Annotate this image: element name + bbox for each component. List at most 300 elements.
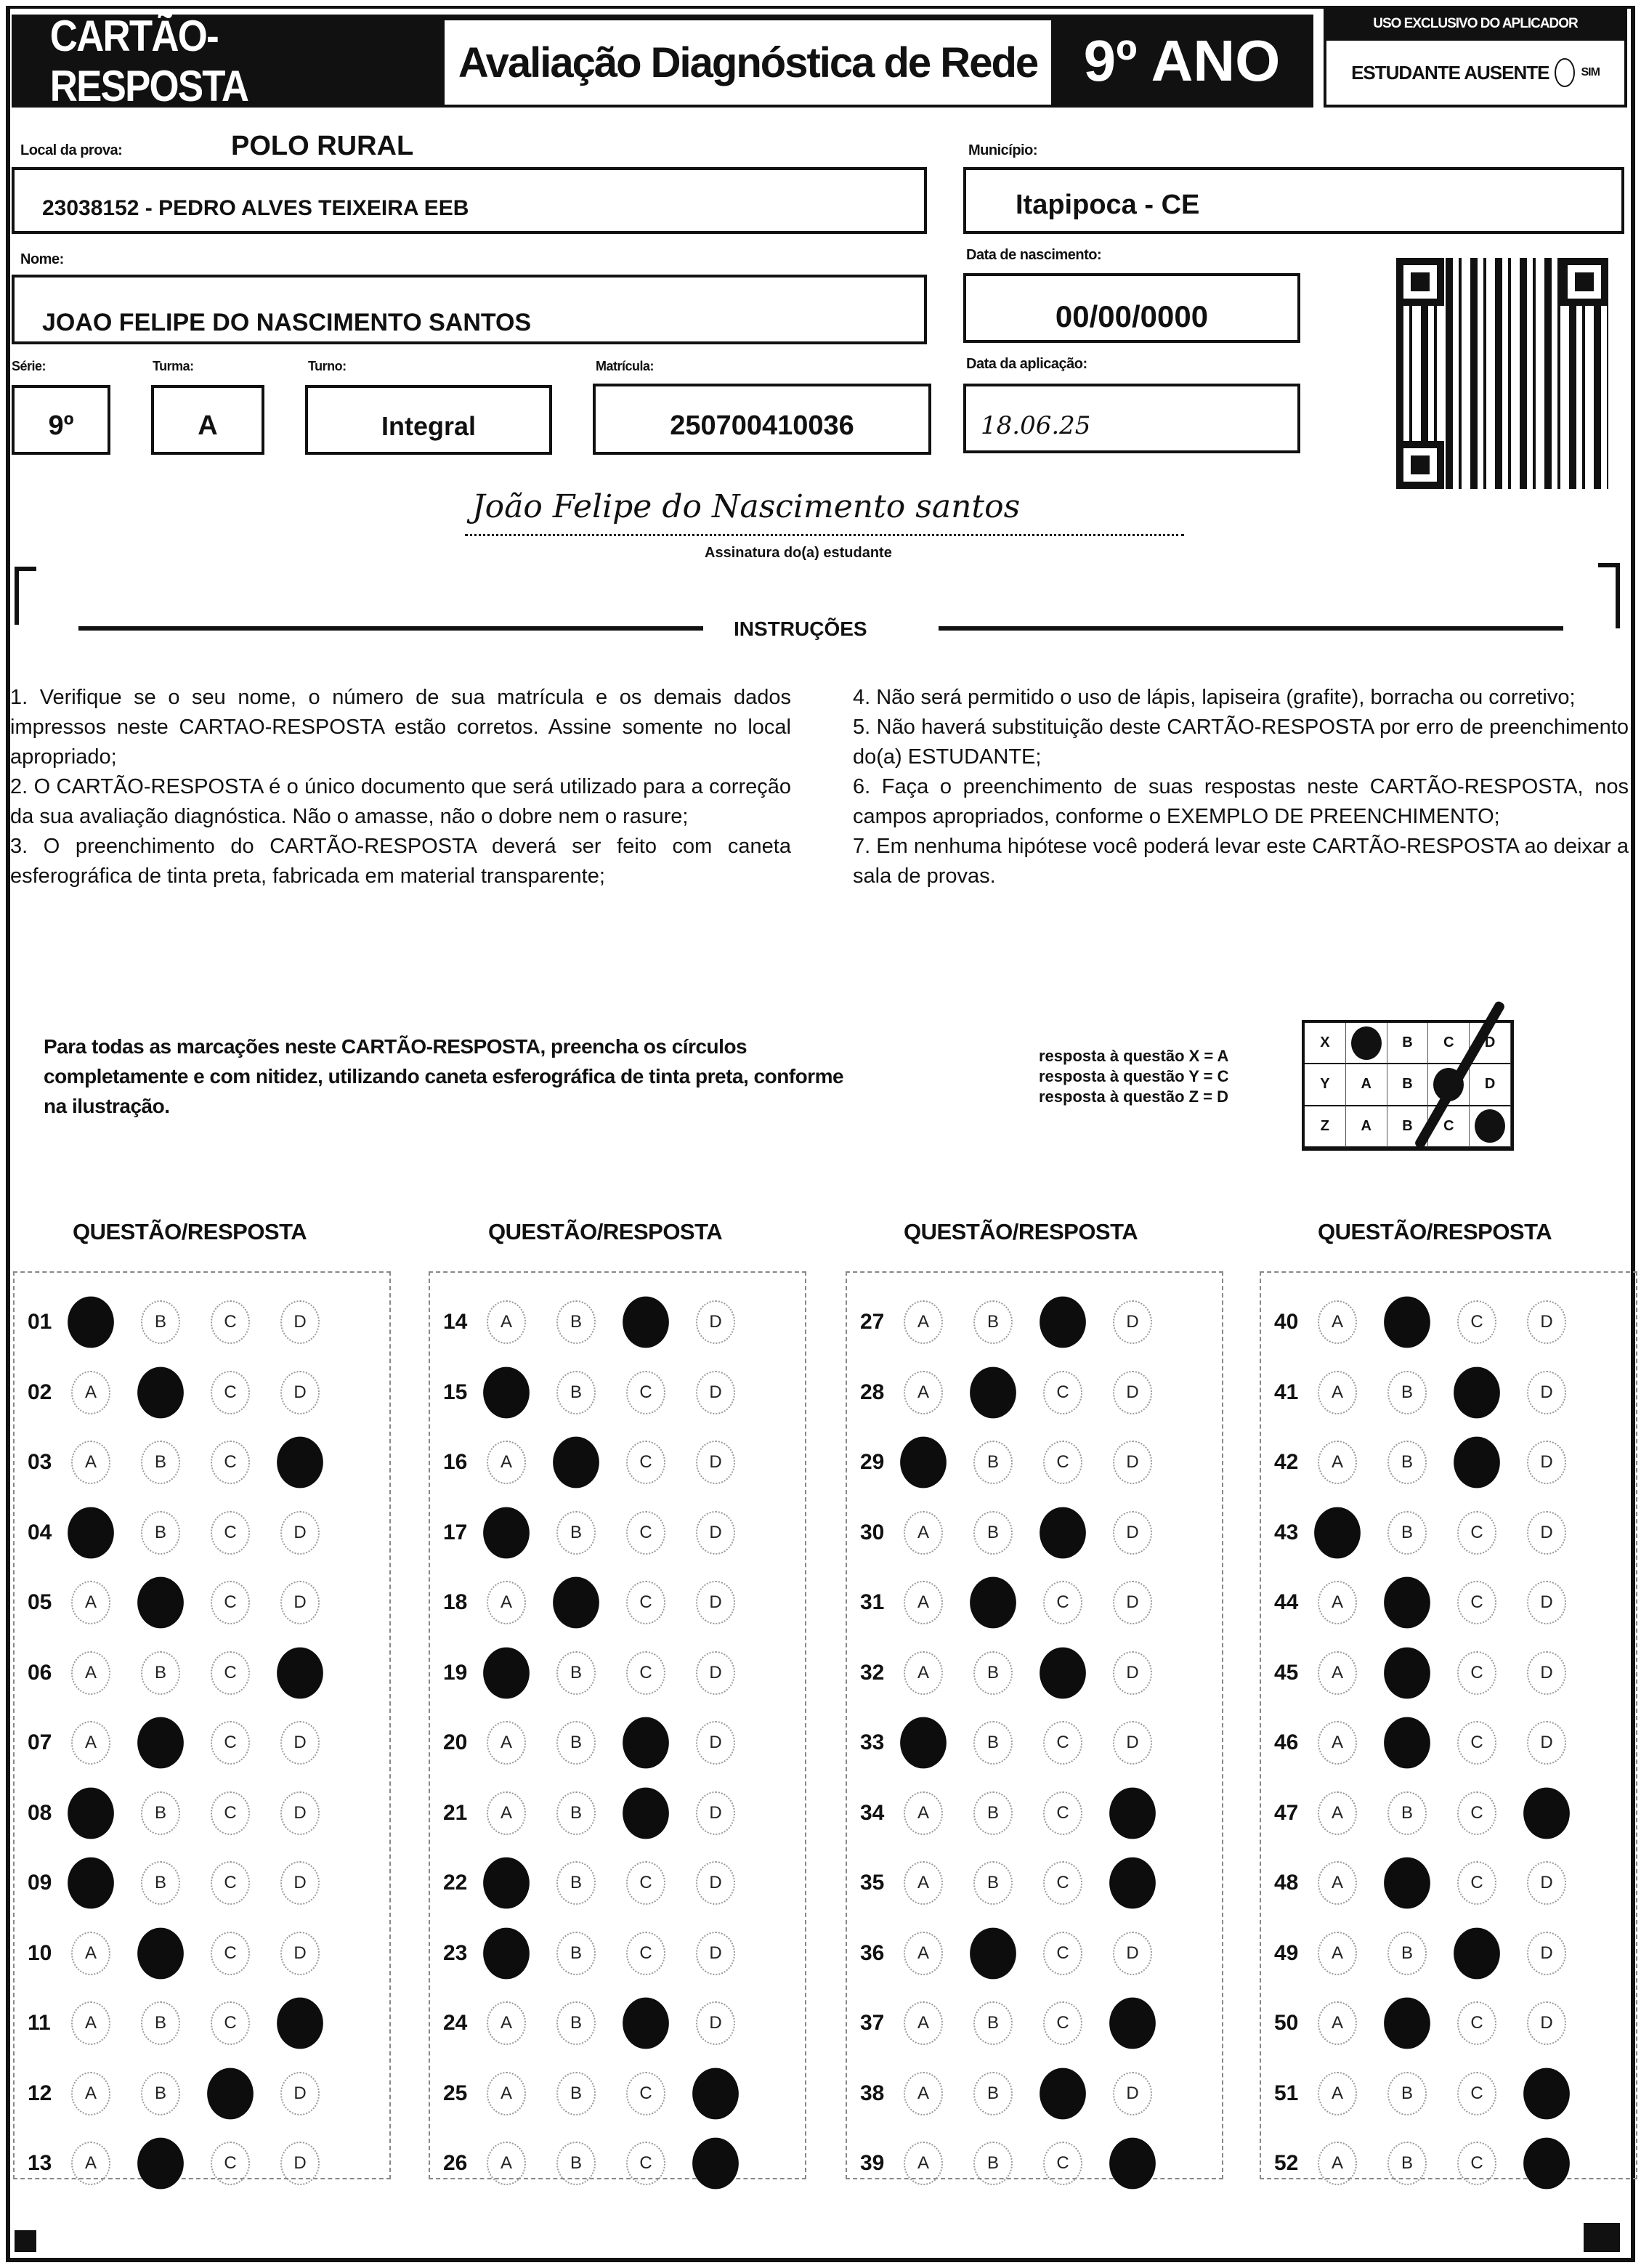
answer-bubble-b[interactable] (970, 1927, 1016, 1979)
answer-bubble-a[interactable] (483, 1366, 530, 1418)
serie-label: Série: (12, 359, 46, 373)
answer-bubble-d[interactable]: D (1527, 1371, 1566, 1414)
answer-bubble-d[interactable]: D (1527, 1511, 1566, 1555)
answer-bubble-b[interactable] (137, 1927, 184, 1979)
answer-bubble-b[interactable]: B (1387, 1511, 1427, 1555)
answer-bubble-d[interactable]: D (696, 1932, 735, 1975)
answer-bubble-a[interactable] (68, 1297, 114, 1348)
answer-bubble-d[interactable]: D (1527, 1721, 1566, 1765)
answer-bubble-c[interactable] (623, 1787, 669, 1839)
answer-bubble-d[interactable]: D (696, 1861, 735, 1905)
question-number: 23 (443, 1940, 468, 1965)
answer-bubble-c[interactable]: C (1043, 2142, 1082, 2185)
question-number: 06 (28, 1660, 52, 1685)
question-row (846, 1861, 1183, 1905)
answer-bubble-a[interactable]: A (71, 1581, 110, 1624)
answer-bubble-a[interactable]: A (71, 2072, 110, 2115)
answer-bubble-a[interactable]: A (904, 1791, 943, 1835)
answer-bubble-d[interactable]: D (280, 1721, 320, 1765)
question-number: 14 (443, 1310, 468, 1334)
question-row (1260, 2142, 1597, 2185)
question-row (1260, 1300, 1597, 1344)
answer-bubble-c[interactable]: C (211, 1791, 250, 1835)
example-option: C (1428, 1106, 1470, 1148)
example-option: A (1346, 1106, 1387, 1148)
answer-bubble-d[interactable] (692, 2138, 739, 2190)
answer-bubble-d[interactable]: D (280, 1791, 320, 1835)
answer-bubble-d[interactable]: D (1527, 2001, 1566, 2045)
question-number: 29 (860, 1450, 885, 1474)
question-row (13, 2001, 350, 2045)
answer-bubble-d[interactable]: D (696, 1721, 735, 1765)
answer-bubble-d[interactable] (277, 1437, 323, 1489)
answer-bubble-b[interactable]: B (973, 1651, 1013, 1695)
answer-bubble-c[interactable] (207, 2067, 254, 2119)
answer-bubble-a[interactable]: A (904, 1651, 943, 1695)
question-row (13, 1791, 350, 1835)
answer-bubble-c[interactable] (1040, 1297, 1086, 1348)
answer-bubble-b[interactable]: B (141, 1861, 180, 1905)
answer-bubble-d[interactable] (1109, 1998, 1156, 2049)
instruction-item: 7. Em nenhuma hipótese você poderá levar este CARTÃO-RESPOSTA ao deixar a sala de provas. (853, 835, 1629, 888)
answer-bubble-b[interactable]: B (141, 2001, 180, 2045)
nome-value: JOAO FELIPE DO NASCIMENTO SANTOS (42, 309, 532, 336)
instructions-title: INSTRUÇÕES (734, 617, 867, 640)
answer-bubble-c[interactable]: C (1457, 1791, 1496, 1835)
answer-bubble-b[interactable]: B (1387, 2072, 1427, 2115)
answer-bubble-a[interactable]: A (904, 1371, 943, 1414)
answer-bubble-c[interactable] (1454, 1437, 1500, 1489)
question-number: 07 (28, 1730, 52, 1754)
question-row (429, 1300, 766, 1344)
answer-bubble-a[interactable] (900, 1437, 947, 1489)
answer-bubble-c[interactable]: C (211, 2001, 250, 2045)
answer-bubble-d[interactable]: D (696, 1581, 735, 1624)
legend-item: resposta à questão Y = C (1039, 1067, 1229, 1085)
answer-bubble-c[interactable]: C (1457, 2001, 1496, 2045)
answer-bubble-d[interactable]: D (1527, 1441, 1566, 1484)
answer-bubble-c[interactable]: C (626, 1511, 665, 1555)
answer-bubble-d[interactable] (1109, 1858, 1156, 1909)
answer-bubble-a[interactable] (1314, 1507, 1361, 1558)
answer-bubble-a[interactable]: A (1318, 1651, 1357, 1695)
question-row (13, 1721, 350, 1765)
answer-bubble-d[interactable]: D (1113, 1581, 1152, 1624)
answer-bubble-c[interactable]: C (626, 1371, 665, 1414)
answer-bubble-d[interactable] (1109, 1787, 1156, 1839)
answer-bubble-a[interactable]: A (1318, 1441, 1357, 1484)
answer-bubble-a[interactable] (483, 1927, 530, 1979)
answer-bubble-d[interactable]: D (280, 1581, 320, 1624)
question-number: 51 (1274, 2081, 1299, 2105)
answer-bubble-a[interactable]: A (904, 1300, 943, 1344)
answer-bubble-d[interactable]: D (1527, 1932, 1566, 1975)
answer-bubble-b[interactable]: B (141, 1511, 180, 1555)
local-value: POLO RURAL (231, 131, 414, 161)
answer-bubble-a[interactable]: A (1318, 1581, 1357, 1624)
question-number: 18 (443, 1590, 468, 1614)
question-row (1260, 1651, 1597, 1695)
answer-bubble-b[interactable]: B (973, 1721, 1013, 1765)
answer-bubble-a[interactable]: A (487, 2001, 526, 2045)
answer-bubble-a[interactable]: A (71, 2001, 110, 2045)
answer-bubble-d[interactable]: D (696, 1371, 735, 1414)
answer-bubble-c[interactable]: C (1457, 1721, 1496, 1765)
example-option (1346, 1023, 1387, 1064)
answer-bubble-a[interactable]: A (1318, 1932, 1357, 1975)
signature: João Felipe do Nascimento santos (472, 488, 1021, 525)
answer-bubble-b[interactable] (553, 1437, 599, 1489)
answer-bubble-c[interactable] (1040, 1507, 1086, 1558)
question-row (846, 1721, 1183, 1765)
question-number: 45 (1274, 1660, 1299, 1685)
question-number: 01 (28, 1310, 52, 1334)
answer-bubble-b[interactable] (1384, 1647, 1430, 1698)
question-number: 20 (443, 1730, 468, 1754)
answer-bubble-d[interactable]: D (1113, 2072, 1152, 2115)
answer-bubble-c[interactable]: C (1043, 1721, 1082, 1765)
answer-bubble-d[interactable] (1523, 1787, 1570, 1839)
answer-bubble-c[interactable]: C (211, 1651, 250, 1695)
answer-bubble-b[interactable] (970, 1366, 1016, 1418)
question-row (429, 1371, 766, 1414)
answer-bubble-b[interactable] (137, 1366, 184, 1418)
answer-bubble-d[interactable]: D (1527, 1651, 1566, 1695)
answer-bubble-c[interactable]: C (1043, 1791, 1082, 1835)
answer-bubble-a[interactable]: A (904, 1511, 943, 1555)
answer-bubble-c[interactable]: C (211, 1300, 250, 1344)
aplicacao-field[interactable] (963, 384, 1300, 453)
answer-bubble-b[interactable]: B (556, 1371, 596, 1414)
answer-bubble-b[interactable]: B (556, 1511, 596, 1555)
filled-bubble-icon (1475, 1109, 1505, 1143)
answer-bubble-c[interactable]: C (1043, 2001, 1082, 2045)
answer-bubble-c[interactable]: C (1457, 2142, 1496, 2185)
nascimento-field (963, 273, 1300, 343)
answer-bubble-b[interactable] (1384, 1858, 1430, 1909)
school-field (12, 167, 927, 234)
question-number: 44 (1274, 1590, 1299, 1614)
answer-bubble-a[interactable]: A (71, 1932, 110, 1975)
answer-bubble-d[interactable]: D (280, 2142, 320, 2185)
answer-bubble-c[interactable]: C (1043, 1932, 1082, 1975)
answer-bubble-b[interactable] (1384, 1297, 1430, 1348)
answer-bubble-c[interactable]: C (1457, 1861, 1496, 1905)
column-title: QUESTÃO/RESPOSTA (904, 1219, 1138, 1244)
example-legend (1039, 1046, 1228, 1107)
answer-bubble-c[interactable]: C (1457, 2072, 1496, 2115)
answer-bubble-a[interactable]: A (904, 1581, 943, 1624)
answer-bubble-b[interactable] (1384, 1577, 1430, 1629)
answer-bubble-a[interactable] (483, 1507, 530, 1558)
answer-bubble-c[interactable]: C (626, 1861, 665, 1905)
corner-mark (15, 567, 36, 625)
answer-bubble-a[interactable]: A (904, 1932, 943, 1975)
answer-bubble-c[interactable]: C (1043, 1861, 1082, 1905)
answer-bubble-c[interactable]: C (626, 2142, 665, 2185)
answer-bubble-c[interactable] (623, 1998, 669, 2049)
answer-bubble-d[interactable]: D (696, 1300, 735, 1344)
question-number: 08 (28, 1800, 52, 1825)
answer-bubble-b[interactable]: B (556, 1932, 596, 1975)
question-number: 40 (1274, 1310, 1299, 1334)
answer-bubble-b[interactable]: B (556, 1721, 596, 1765)
question-number: 47 (1274, 1800, 1299, 1825)
answer-bubble-d[interactable]: D (1113, 1651, 1152, 1695)
answer-bubble-d[interactable]: D (1113, 1441, 1152, 1484)
answer-bubble-b[interactable]: B (556, 1861, 596, 1905)
answer-bubble-b[interactable]: B (141, 1441, 180, 1484)
corner-mark (1584, 2223, 1620, 2252)
question-row (1260, 1581, 1597, 1624)
answer-bubble-b[interactable] (1384, 1717, 1430, 1769)
question-number: 46 (1274, 1730, 1299, 1754)
answer-bubble-b[interactable]: B (141, 1791, 180, 1835)
answer-bubble-b[interactable]: B (556, 1651, 596, 1695)
example-option: D (1470, 1064, 1511, 1106)
answer-bubble-d[interactable] (277, 1647, 323, 1698)
answer-bubble-d[interactable]: D (1113, 1371, 1152, 1414)
answer-bubble-a[interactable]: A (71, 1651, 110, 1695)
signature-label: Assinatura do(a) estudante (705, 545, 892, 561)
answer-bubble-d[interactable]: D (696, 1791, 735, 1835)
answer-bubble-d[interactable] (692, 2067, 739, 2119)
answer-bubble-a[interactable] (483, 1647, 530, 1698)
answer-bubble-d[interactable]: D (280, 2072, 320, 2115)
answer-bubble-d[interactable]: D (280, 1932, 320, 1975)
answer-bubble-a[interactable]: A (904, 2001, 943, 2045)
instruction-item: 6. Faça o preenchimento de suas respostas neste CARTÃO-RESPOSTA, nos campos apropriados, conforme o EXEMPLO DE PREENCHIMENTO; (853, 775, 1629, 828)
question-number: 16 (443, 1450, 468, 1474)
answer-bubble-d[interactable] (1523, 2138, 1570, 2190)
question-number: 43 (1274, 1520, 1299, 1544)
answer-bubble-b[interactable]: B (973, 2001, 1013, 2045)
answer-bubble-c[interactable]: C (1043, 1441, 1082, 1484)
answer-bubble-c[interactable]: C (211, 1721, 250, 1765)
answer-bubble-c[interactable]: C (626, 1932, 665, 1975)
answer-bubble-a[interactable]: A (904, 2072, 943, 2115)
card-title: CARTÃO-RESPOSTA (49, 12, 248, 110)
question-row (1260, 2001, 1597, 2045)
corner-mark (1598, 563, 1620, 628)
answer-bubble-c[interactable]: C (1457, 1651, 1496, 1695)
answer-bubble-c[interactable]: C (626, 2072, 665, 2115)
turma-field (151, 385, 264, 455)
answer-bubble-b[interactable]: B (141, 1300, 180, 1344)
answer-bubble-c[interactable]: C (211, 1441, 250, 1484)
answer-bubble-a[interactable]: A (1318, 1861, 1357, 1905)
question-row (13, 2142, 350, 2185)
question-number: 10 (28, 1940, 52, 1965)
answer-bubble-c[interactable]: C (1043, 1581, 1082, 1624)
answer-bubble-b[interactable] (1384, 1998, 1430, 2049)
answer-bubble-b[interactable]: B (973, 2142, 1013, 2185)
answer-bubble-a[interactable]: A (1318, 2142, 1357, 2185)
matricula-field (593, 384, 931, 455)
answer-bubble-b[interactable]: B (1387, 1932, 1427, 1975)
answer-bubble-d[interactable]: D (280, 1861, 320, 1905)
answer-bubble-b[interactable]: B (556, 2142, 596, 2185)
absent-label: ESTUDANTE AUSENTE (1351, 61, 1549, 84)
turno-field (305, 385, 552, 455)
answer-bubble-b[interactable]: B (973, 1300, 1013, 1344)
answer-bubble-a[interactable] (483, 1858, 530, 1909)
answer-bubble-b[interactable]: B (973, 1441, 1013, 1484)
answer-bubble-c[interactable]: C (211, 2142, 250, 2185)
answer-bubble-b[interactable] (970, 1577, 1016, 1629)
answer-bubble-b[interactable]: B (1387, 1371, 1427, 1414)
answer-bubble-c[interactable]: C (211, 1932, 250, 1975)
answer-bubble-d[interactable]: D (1113, 1511, 1152, 1555)
answer-bubble-c[interactable] (623, 1297, 669, 1348)
example-question-label: X (1305, 1023, 1346, 1064)
answer-bubble-d[interactable]: D (1527, 1581, 1566, 1624)
answer-bubble-b[interactable]: B (141, 1651, 180, 1695)
answer-bubble-b[interactable]: B (973, 1511, 1013, 1555)
answer-bubble-c[interactable]: C (1043, 1371, 1082, 1414)
answer-bubble-a[interactable]: A (71, 2142, 110, 2185)
answer-bubble-d[interactable]: D (1527, 1861, 1566, 1905)
answer-bubble-d[interactable]: D (280, 1511, 320, 1555)
answer-bubble-c[interactable] (1454, 1927, 1500, 1979)
municipio-value: Itapipoca - CE (1016, 190, 1200, 220)
answer-bubble-d[interactable]: D (696, 1441, 735, 1484)
question-row (429, 1861, 766, 1905)
answer-bubble-a[interactable]: A (487, 1791, 526, 1835)
answer-bubble-a[interactable]: A (1318, 1791, 1357, 1835)
answer-bubble-c[interactable]: C (1457, 1581, 1496, 1624)
answer-bubble-d[interactable]: D (1113, 1932, 1152, 1975)
absent-bubble[interactable] (1555, 58, 1575, 87)
answer-bubble-d[interactable]: D (280, 1300, 320, 1344)
question-row (846, 1300, 1183, 1344)
example-option: C (1428, 1023, 1470, 1064)
answer-bubble-b[interactable] (553, 1577, 599, 1629)
question-row (429, 1511, 766, 1555)
answer-bubble-b[interactable]: B (1387, 1441, 1427, 1484)
answer-bubble-a[interactable]: A (487, 1581, 526, 1624)
question-row (846, 1651, 1183, 1695)
answer-bubble-b[interactable]: B (1387, 1791, 1427, 1835)
aplicacao-label: Data da aplicação: (966, 356, 1087, 372)
question-row (13, 1932, 350, 1975)
question-number: 22 (443, 1871, 468, 1895)
answer-bubble-c[interactable] (1040, 2067, 1086, 2119)
answer-bubble-c[interactable] (623, 1717, 669, 1769)
answer-bubble-a[interactable]: A (71, 1441, 110, 1484)
answer-bubble-a[interactable] (900, 1717, 947, 1769)
question-row (13, 1511, 350, 1555)
answer-bubble-d[interactable]: D (1113, 1300, 1152, 1344)
answer-bubble-a[interactable]: A (487, 2072, 526, 2115)
question-row (1260, 1511, 1597, 1555)
answer-bubble-d[interactable] (1109, 2138, 1156, 2190)
turma-value: A (198, 410, 218, 441)
answer-bubble-d[interactable]: D (1113, 1721, 1152, 1765)
answer-bubble-a[interactable] (68, 1787, 114, 1839)
question-row (429, 1581, 766, 1624)
answer-bubble-a[interactable]: A (1318, 1300, 1357, 1344)
aplicacao-value: 18.06.25 (981, 411, 1091, 440)
answer-bubble-a[interactable]: A (71, 1371, 110, 1414)
answer-bubble-d[interactable] (277, 1998, 323, 2049)
answer-bubble-b[interactable] (137, 1577, 184, 1629)
column-title: QUESTÃO/RESPOSTA (488, 1219, 723, 1244)
answer-bubble-b[interactable]: B (141, 2072, 180, 2115)
answer-bubble-a[interactable]: A (487, 1441, 526, 1484)
question-row (1260, 1441, 1597, 1484)
answer-bubble-c[interactable]: C (1457, 1511, 1496, 1555)
divider (939, 626, 1563, 631)
answer-bubble-c[interactable]: C (211, 1511, 250, 1555)
question-row (429, 1721, 766, 1765)
absent-option-label: SIM (1581, 66, 1600, 78)
answer-bubble-a[interactable] (68, 1507, 114, 1558)
divider (78, 626, 703, 631)
answer-bubble-c[interactable]: C (1457, 1300, 1496, 1344)
answer-bubble-b[interactable]: B (973, 1791, 1013, 1835)
question-row (429, 1791, 766, 1835)
answer-bubble-b[interactable]: B (556, 1791, 596, 1835)
answer-bubble-b[interactable]: B (973, 2072, 1013, 2115)
answer-bubble-a[interactable]: A (1318, 1721, 1357, 1765)
answer-bubble-d[interactable] (1523, 2067, 1570, 2119)
answer-bubble-c[interactable] (1040, 1647, 1086, 1698)
question-row (846, 1581, 1183, 1624)
answer-bubble-b[interactable]: B (973, 1861, 1013, 1905)
answer-bubble-d[interactable]: D (280, 1371, 320, 1414)
answer-bubble-c[interactable]: C (626, 1651, 665, 1695)
answer-bubble-c[interactable]: C (211, 1371, 250, 1414)
question-row (13, 1651, 350, 1695)
answer-bubble-b[interactable]: B (556, 2072, 596, 2115)
answer-bubble-d[interactable]: D (696, 2001, 735, 2045)
corner-mark (15, 2230, 36, 2252)
answer-bubble-a[interactable]: A (487, 1300, 526, 1344)
example-option: A (1346, 1064, 1387, 1106)
question-number: 31 (860, 1590, 885, 1614)
instructions-right (853, 683, 1629, 891)
answer-bubble-b[interactable] (137, 2138, 184, 2190)
answer-bubble-a[interactable]: A (1318, 1371, 1357, 1414)
question-row (846, 1371, 1183, 1414)
serie-field (12, 385, 110, 455)
answer-bubble-b[interactable]: B (556, 2001, 596, 2045)
answer-bubble-a[interactable]: A (71, 1721, 110, 1765)
answer-bubble-b[interactable]: B (556, 1300, 596, 1344)
answer-bubble-d[interactable]: D (1527, 1300, 1566, 1344)
answer-bubble-a[interactable] (68, 1858, 114, 1909)
answer-bubble-a[interactable]: A (904, 2142, 943, 2185)
answer-bubble-a[interactable]: A (487, 2142, 526, 2185)
question-row (1260, 1861, 1597, 1905)
answer-bubble-b[interactable] (137, 1717, 184, 1769)
answer-bubble-c[interactable] (1454, 1366, 1500, 1418)
question-row (1260, 2072, 1597, 2115)
question-row (429, 1932, 766, 1975)
answer-bubble-d[interactable]: D (696, 1651, 735, 1695)
answer-bubble-a[interactable]: A (1318, 2001, 1357, 2045)
answer-bubble-a[interactable]: A (487, 1721, 526, 1765)
answer-bubble-d[interactable]: D (696, 1511, 735, 1555)
answer-bubble-c[interactable]: C (626, 1441, 665, 1484)
answer-bubble-b[interactable]: B (1387, 2142, 1427, 2185)
answer-bubble-a[interactable]: A (904, 1861, 943, 1905)
answer-bubble-c[interactable]: C (626, 1581, 665, 1624)
answer-bubble-c[interactable]: C (211, 1581, 250, 1624)
answer-bubble-a[interactable]: A (1318, 2072, 1357, 2115)
answer-bubble-c[interactable]: C (211, 1861, 250, 1905)
